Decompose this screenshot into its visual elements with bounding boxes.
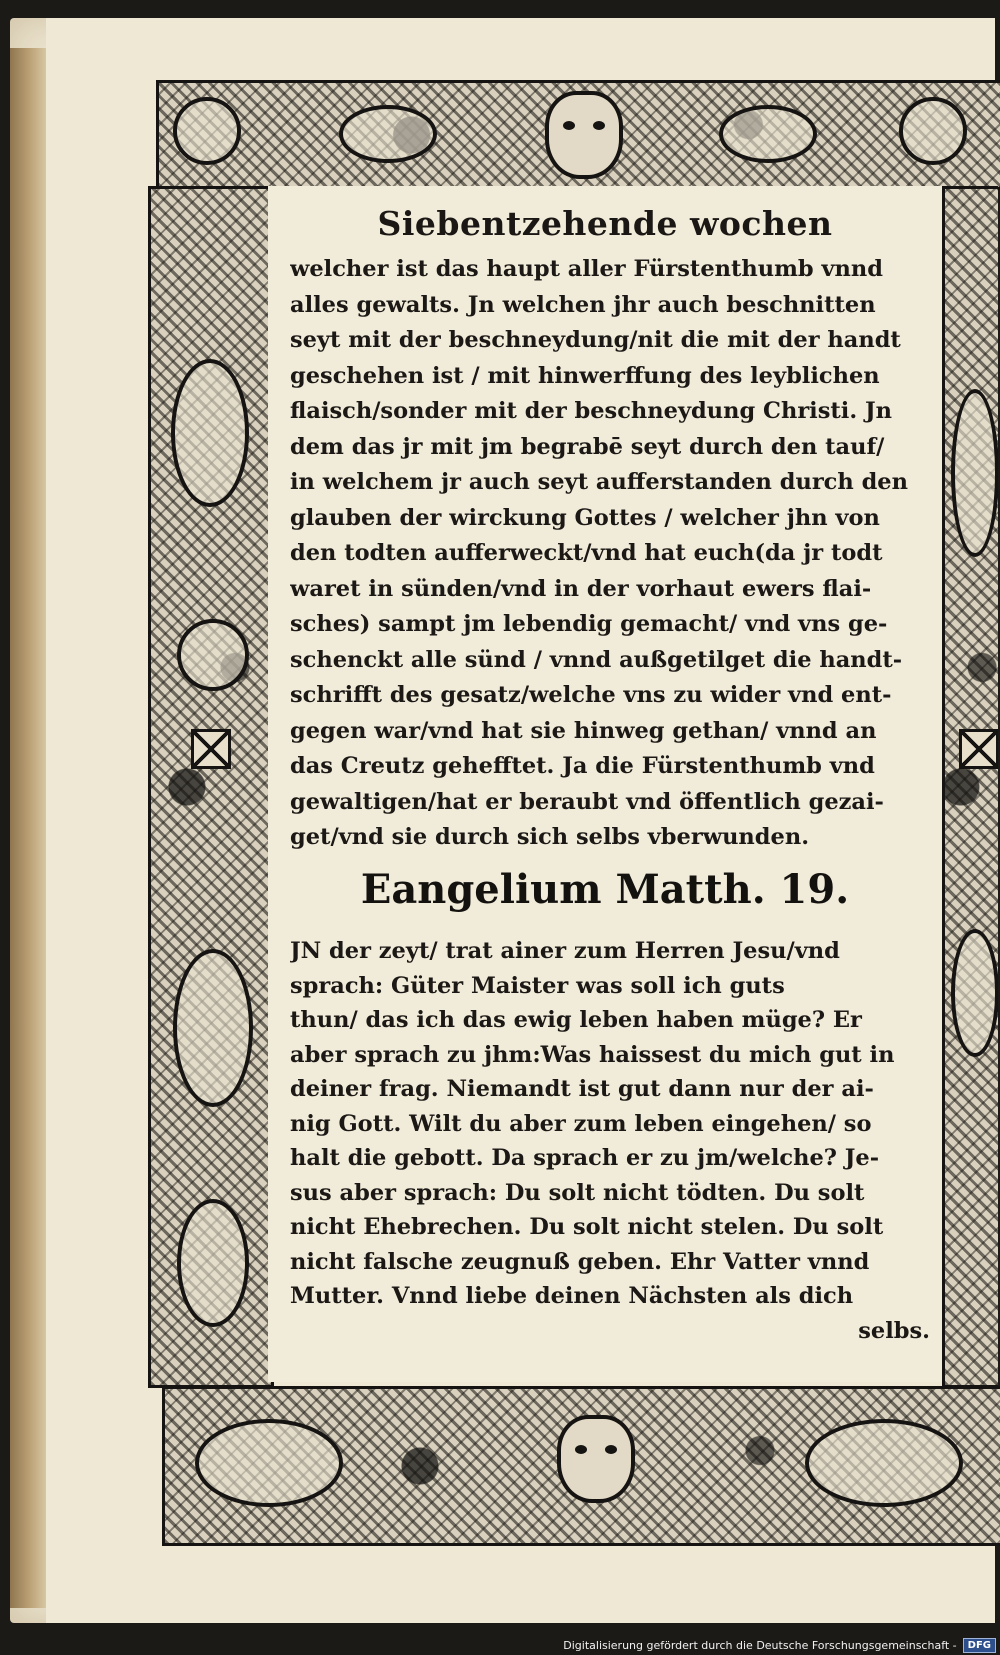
text-line: JN der zeyt/ trat ainer zum Herren Jesu/vnd — [290, 938, 840, 964]
text-line: in welchem jr auch seyt aufferstanden durch den — [290, 469, 908, 495]
face-mask-ornament — [557, 1415, 635, 1503]
text-line: nig Gott. Wilt du aber zum leben eingehen/ so — [290, 1110, 872, 1137]
text-panel — [268, 186, 942, 1382]
woodcut-border-top — [156, 80, 1000, 190]
figure-ornament — [171, 359, 249, 507]
crossed-box-ornament — [959, 729, 998, 769]
foliage-ornament — [173, 949, 253, 1107]
text-line: das Creutz gehefftet. Ja die Fürstenthumb vnd — [290, 753, 875, 779]
crossed-box-ornament — [191, 729, 231, 769]
epistle-text — [290, 252, 930, 856]
page-heading: Siebentzehende wochen — [377, 204, 833, 243]
scroll-ornament — [719, 105, 817, 163]
scroll-ornament — [177, 619, 249, 691]
dfg-logo: DFG — [963, 1638, 996, 1653]
text-line: aber sprach zu jhm:Was haissest du mich gut in — [290, 1041, 895, 1068]
text-line: sprach: Güter Maister was soll ich guts — [290, 972, 785, 999]
text-line: schrifft des gesatz/welche vns zu wider vnd ent- — [290, 682, 892, 708]
lion-mask-ornament — [545, 91, 623, 179]
text-line: seyt mit der beschneydung/nit die mit der handt — [290, 327, 901, 353]
text-line: flaisch/sonder mit der beschneydung Christi. Jn — [290, 398, 892, 424]
text-line: glauben der wirckung Gottes / welcher jhn von — [290, 504, 880, 531]
scroll-ornament — [951, 929, 998, 1057]
page-edge — [10, 48, 46, 1608]
text-line: alles gewalts. Jn welchen jhr auch beschnitten — [290, 291, 876, 318]
text-line: geschehen ist / mit hinwerffung des leyblichen — [290, 362, 880, 389]
woodcut-border-right — [942, 186, 998, 1388]
figure-ornament — [195, 1419, 343, 1507]
digitization-footer — [563, 1638, 996, 1653]
figure-ornament — [805, 1419, 963, 1507]
text-line: sus aber sprach: Du solt nicht tödten. Du solt — [290, 1179, 865, 1206]
text-line: deiner frag. Niemandt ist gut dann nur der ai- — [290, 1076, 874, 1102]
text-line: waret in sünden/vnd in der vorhaut ewers flai- — [290, 575, 872, 602]
text-line: Mutter. Vnnd liebe deinen Nächsten als dich — [290, 1283, 854, 1309]
text-line: gewaltigen/hat er beraubt vnd öffentlich gezai- — [290, 788, 884, 815]
text-line: get/vnd sie durch sich selbs vberwunden. — [290, 824, 810, 850]
gospel-text — [290, 934, 930, 1348]
book-page — [10, 18, 995, 1623]
text-line: gegen war/vnd hat sie hinweg gethan/ vnnd an — [290, 717, 877, 744]
text-line: halt die gebott. Da sprach er zu jm/welche? Je- — [290, 1145, 880, 1171]
vase-ornament — [177, 1199, 249, 1327]
text-line: welcher ist das haupt aller Fürstenthumb vnnd — [290, 256, 884, 282]
text-line: den todten aufferweckt/vnd hat euch(da jr todt — [290, 540, 883, 566]
figure-ornament — [951, 389, 998, 557]
scroll-ornament — [899, 97, 967, 165]
text-line: sches) sampt jm lebendig gemacht/ vnd vns ge- — [290, 611, 888, 637]
text-line: dem das jr mit jm begrabē seyt durch den tauf/ — [290, 433, 885, 460]
funding-credit: Digitalisierung gefördert durch die Deutsche Forschungsgemeinschaft - — [563, 1639, 957, 1652]
text-line: thun/ das ich das ewig leben haben müge? Er — [290, 1007, 862, 1033]
text-line: selbs. — [858, 1317, 930, 1344]
text-line: schenckt alle sünd / vnnd außgetilget die handt- — [290, 646, 903, 673]
text-line: nicht Ehebrechen. Du solt nicht stelen. Du solt — [290, 1214, 884, 1240]
scroll-ornament — [173, 97, 241, 165]
page-sheet — [46, 18, 995, 1623]
gospel-title: Eangelium Matth. 19. — [360, 866, 850, 913]
woodcut-border-bottom — [162, 1386, 1000, 1546]
scroll-ornament — [339, 105, 437, 163]
woodcut-border-left — [148, 186, 274, 1388]
text-line: nicht falsche zeugnuß geben. Ehr Vatter vnnd — [290, 1248, 870, 1275]
